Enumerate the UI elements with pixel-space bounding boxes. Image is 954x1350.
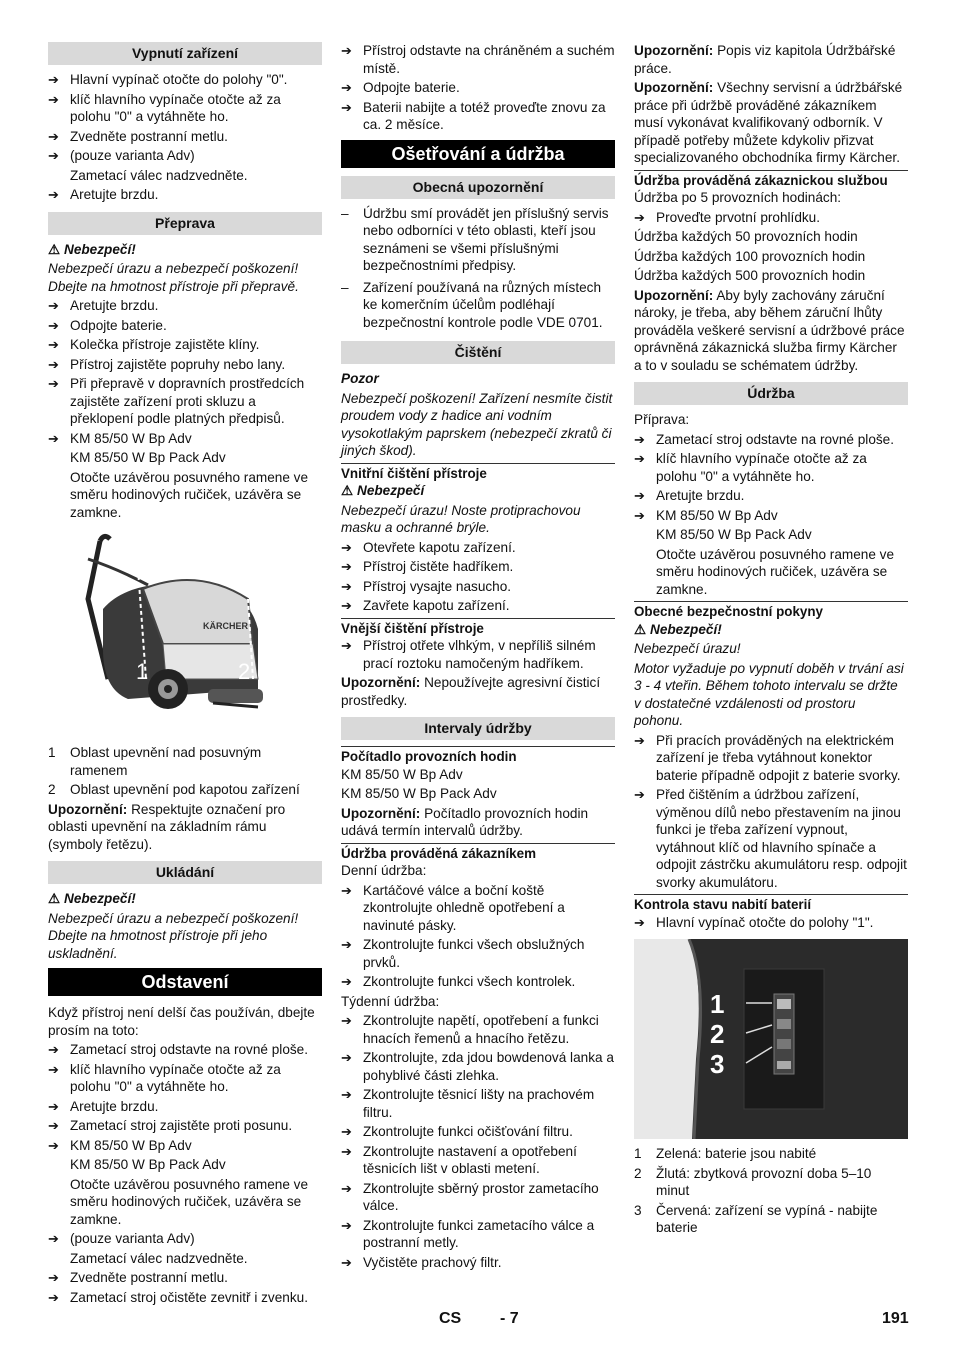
model-line: KM 85/50 W Bp Pack Adv — [341, 786, 497, 801]
arrow-icon: ➔ — [341, 539, 352, 555]
arrow-icon: ➔ — [48, 1289, 59, 1305]
list-item: ➔ Zametací stroj odstavte na rovné ploše. — [48, 1042, 309, 1057]
list-item: ➔ KM 85/50 W Bp Adv — [634, 507, 778, 523]
legend-item: 2 Žlutá: zbytková provozní doba 5–10 minut — [634, 1165, 872, 1198]
list-item: ➔ Zkontrolujte funkci všech obslužných prvků. — [341, 937, 585, 970]
footer-page-small: - 7 — [500, 1310, 519, 1327]
arrow-icon: ➔ — [634, 507, 645, 523]
list-item: ➔ Při přepravě v dopravních prostředcích zajistěte zařízení proti skluzu a překlopení podle platných předpisů. — [48, 376, 305, 426]
model-line: KM 85/50 W Bp Adv — [341, 766, 463, 782]
legend-item: 1 Zelená: baterie jsou nabité — [634, 1146, 817, 1161]
warning-triangle-icon: ⚠ — [48, 891, 61, 906]
list-item: ➔ Zavřete kapotu zařízení. — [341, 598, 510, 613]
list-item: ➔ KM 85/50 W Bp Adv — [48, 1137, 192, 1153]
warning-heading: ⚠ Nebezpečí — [341, 483, 425, 498]
arrow-icon: ➔ — [48, 337, 59, 352]
column-1 — [48, 42, 322, 1308]
note: Upozornění: Aby byly zachovány záruční nároky, je třeba, aby během záruční lhůty prováděla veškeré servisní a údržbové práce oprávněná zákaznická služba firmy Kärcher a to v souladu se schématem údržby. — [634, 287, 905, 373]
subheading-kontrola: Kontrola stavu nabití baterií — [634, 894, 908, 914]
arrow-icon: ➔ — [48, 1098, 59, 1114]
arrow-icon: ➔ — [341, 1180, 352, 1196]
arrow-icon: ➔ — [48, 1118, 59, 1133]
figure-label-2: 2 — [710, 1019, 725, 1049]
text-line: Údržba každých 500 provozních hodin — [634, 268, 866, 283]
arrow-icon: ➔ — [48, 356, 59, 372]
chapter-heading-osetrovani: Ošetřování a údržba — [341, 140, 615, 168]
arrow-icon: ➔ — [48, 1061, 59, 1077]
text-line: Údržba po 5 provozních hodinách: — [634, 190, 842, 205]
section-heading-intervaly: Intervaly údržby — [341, 717, 615, 740]
section-heading-udrzba: Údržba — [634, 382, 908, 405]
list-item: ➔ (pouze varianta Adv) — [48, 1231, 195, 1246]
list-item: ➔ Přístroj čistěte hadříkem. — [341, 559, 514, 574]
arrow-icon: ➔ — [48, 1270, 59, 1285]
list-item: ➔ Zametací stroj zajistěte proti posunu. — [48, 1118, 293, 1133]
arrow-icon: ➔ — [341, 937, 352, 952]
legend-item: 3 Červená: zařízení se vypíná - nabijte baterie — [634, 1202, 878, 1235]
list-item: ➔ Přístroj otřete vlhkým, v nepříliš silném prací roztoku namočeným hadříkem. — [341, 638, 596, 671]
caution-text: Nebezpečí poškození! Zařízení nesmíte čistit proudem vody z hadice ani vodním vysokotlakým paprskem (nebezpečí zkratů či jiných škod). — [341, 390, 613, 458]
list-item: ➔ Zkontrolujte nastavení a opotřebení těsnicích lišt v oblasti metení. — [341, 1143, 577, 1176]
subheading-servis: Údržba prováděná zákaznickou službou — [634, 170, 908, 190]
arrow-icon: ➔ — [634, 732, 645, 748]
battery-indicator-figure — [634, 939, 908, 1139]
arrow-icon: ➔ — [48, 1231, 59, 1246]
warning-text: Motor vyžaduje po vypnutí doběh v trvání asi 3 - 4 vteřin. Během tohoto intervalu se držte v dostatečné vzdálenosti od prostoru pohonu. — [634, 660, 904, 728]
indent-text: KM 85/50 W Bp Pack Adv — [70, 1157, 226, 1172]
arrow-icon: ➔ — [341, 578, 352, 594]
list-item: ➔ Zkontrolujte napětí, opotřebení a funkci hnacích řemenů a hnacího řetězu. — [341, 1013, 599, 1046]
column-3 — [634, 42, 908, 1239]
warning-text: Nebezpečí úrazu! Noste protiprachovou masku a ochranné brýle. — [341, 502, 581, 535]
figure-label-2: 2 — [238, 659, 251, 684]
list-item: ➔ Zkontrolujte funkci zametacího válce a postranní metly. — [341, 1217, 595, 1250]
list-item: ➔ Otevřete kapotu zařízení. — [341, 539, 516, 555]
arrow-icon: ➔ — [341, 559, 352, 574]
arrow-icon: ➔ — [341, 598, 352, 613]
list-item: ➔ Odpojte baterie. — [48, 317, 167, 333]
note: Upozornění: Nepoužívejte agresivní čisticí prostředky. — [341, 675, 601, 708]
list-item: ➔ Při pracích prováděných na elektrickém zařízení je třeba vytáhnout konektor baterie případně odpojit z baterie svorky. — [634, 732, 901, 783]
list-item: ➔ Kolečka přístroje zajistěte klíny. — [48, 337, 260, 352]
list-item: ➔ Zametací stroj očistěte zevnitř i zvenku. — [48, 1289, 308, 1305]
arrow-icon: ➔ — [341, 1050, 352, 1065]
sweeper-figure — [48, 529, 322, 734]
arrow-icon: ➔ — [341, 638, 352, 653]
list-item: ➔ Aretujte brzdu. — [634, 488, 745, 503]
indent-text: Zametací válec nadzvedněte. — [70, 167, 248, 183]
indent-text: KM 85/50 W Bp Pack Adv — [656, 527, 812, 542]
footer-language: CS — [439, 1310, 462, 1327]
note: Upozornění: Popis viz kapitola Údržbářské práce. — [634, 43, 896, 76]
list-item: – Údržbu smí provádět jen příslušný servis nebo odborníci v této oblasti, kteří jsou seznámeni se všemi příslušnými bezpečnostními předpisy. — [341, 205, 609, 273]
note: Upozornění: Všechny servisní a údržbářské práce při údržbě prováděné zákazníkem musí vykonávat kvalifikovaný odborník. V případě potřeby můžete kdykoliv přizvat specializovaného obchodníka firmy Kärcher. — [634, 80, 903, 165]
arrow-icon: ➔ — [48, 187, 59, 202]
list-item: ➔ Zametací stroj odstavte na rovné ploše. — [634, 431, 895, 447]
section-heading-ukladani: Ukládání — [48, 861, 322, 884]
warning-text: Nebezpečí úrazu a nebezpečí poškození! Dbejte na hmotnost přístroje při přepravě. — [48, 261, 299, 294]
list-item: ➔ Baterii nabijte a totéž proveďte znovu za ca. 2 měsíce. — [341, 99, 606, 132]
list-item: ➔ Přístroj odstavte na chráněném a suchém místě. — [341, 43, 615, 76]
arrow-icon: ➔ — [341, 80, 352, 95]
arrow-icon: ➔ — [341, 1124, 352, 1139]
battery-panel-photo — [634, 939, 908, 1139]
arrow-icon: ➔ — [48, 1042, 59, 1057]
list-item: ➔ klíč hlavního vypínače otočte až za polohu "0" a vytáhněte ho. — [48, 1061, 281, 1094]
list-item: ➔ Aretujte brzdu. — [48, 1098, 159, 1114]
subheading-zakaznik: Údržba prováděná zákazníkem — [341, 843, 615, 863]
subheading-bezpecnost: Obecné bezpečnostní pokyny — [634, 601, 908, 621]
arrow-icon: ➔ — [341, 1254, 352, 1270]
column-2 — [341, 42, 615, 1273]
list-item: ➔ Zvedněte postranní metlu. — [48, 1270, 228, 1285]
list-item: ➔ Hlavní vypínač otočte do polohy "1". — [634, 914, 874, 930]
arrow-icon: ➔ — [634, 431, 645, 447]
warning-triangle-icon: ⚠ — [341, 483, 354, 498]
list-item: ➔ Proveďte prvotní prohlídku. — [634, 209, 821, 225]
arrow-icon: ➔ — [48, 91, 59, 107]
section-heading-preprava: Přeprava — [48, 212, 322, 235]
list-item: ➔ Hlavní vypínač otočte do polohy "0". — [48, 72, 288, 87]
legend-item: 2 Oblast upevnění pod kapotou zařízení — [48, 782, 300, 797]
text-line: Příprava: — [634, 412, 690, 427]
arrow-icon: ➔ — [48, 317, 59, 333]
arrow-icon: ➔ — [48, 430, 59, 446]
note: Upozornění: Respektujte označení pro oblasti upevnění na základním rámu (symboly řetězu). — [48, 801, 286, 852]
arrow-icon: ➔ — [341, 974, 352, 989]
list-item: ➔ Zkontrolujte sběrný prostor zametacího válce. — [341, 1180, 599, 1213]
brand-logo: KÄRCHER — [203, 621, 248, 631]
arrow-icon: ➔ — [634, 488, 645, 503]
arrow-icon: ➔ — [341, 99, 352, 115]
list-item: ➔ Před čištěním a údržbou zařízení, výměnou dílů nebo přestavením na jinou funkci je třeba zařízení vypnout, vytáhnout klíč od hlavního spínače a odpojit zástrčku akumulátoru resp. odpojit svorky akumulátoru. — [634, 787, 907, 890]
list-item: ➔ Zkontrolujte funkci všech kontrolek. — [341, 974, 576, 989]
arrow-icon: ➔ — [341, 1087, 352, 1102]
text-line: Údržba každých 100 provozních hodin — [634, 248, 866, 264]
warning-text: Nebezpečí úrazu! — [634, 641, 741, 656]
warning-triangle-icon: ⚠ — [48, 241, 61, 257]
list-item: ➔ Zkontrolujte, zda jdou bowdenová lanka a pohyblivé části zlehka. — [341, 1050, 614, 1083]
arrow-icon: ➔ — [48, 128, 59, 144]
list-item: ➔ Přístroj zajistěte popruhy nebo lany. — [48, 356, 286, 372]
list-item: ➔ Přístroj vysajte nasucho. — [341, 578, 512, 594]
warning-heading: ⚠ Nebezpečí! — [48, 891, 136, 906]
sweeper-illustration — [48, 529, 322, 734]
text-line: Údržba každých 50 provozních hodin — [634, 229, 858, 244]
list-item: ➔ Vyčistěte prachový filtr. — [341, 1254, 502, 1270]
caution-heading: Pozor — [341, 371, 379, 386]
arrow-icon: ➔ — [634, 787, 645, 802]
indent-text: Otočte uzávěrou posuvného ramene ve směru hodinových ručiček, uzávěra se zamkne. — [70, 1176, 309, 1227]
subheading-vnejsi: Vnější čištění přístroje — [341, 618, 615, 638]
list-item: ➔ Kartáčové válce a boční koště zkontrolujte ohledně opotřebení a navinuté pásky. — [341, 882, 565, 933]
list-item: ➔ (pouze varianta Adv) — [48, 148, 195, 163]
section-heading-obecna: Obecná upozornění — [341, 176, 615, 199]
warning-heading: ⚠ Nebezpečí! — [48, 241, 136, 257]
section-heading-cisteni: Čištění — [341, 341, 615, 364]
arrow-icon: ➔ — [634, 451, 645, 466]
list-item: ➔ Zvedněte postranní metlu. — [48, 128, 228, 144]
list-item: ➔ Aretujte brzdu. — [48, 298, 159, 313]
list-item: ➔ KM 85/50 W Bp Adv — [48, 430, 192, 446]
footer-page-number: 191 — [882, 1310, 909, 1327]
list-item: ➔ Aretujte brzdu. — [48, 187, 159, 202]
indent-text: Otočte uzávěrou posuvného ramene ve směru hodinových ručiček, uzávěra se zamkne. — [70, 469, 309, 520]
figure-label-3: 3 — [710, 1049, 725, 1079]
arrow-icon: ➔ — [48, 298, 59, 313]
indent-text: KM 85/50 W Bp Pack Adv — [70, 450, 226, 465]
indent-text: Otočte uzávěrou posuvného ramene ve směru hodinových ručiček, uzávěra se zamkne. — [656, 546, 895, 597]
arrow-icon: ➔ — [48, 1137, 59, 1153]
arrow-icon: ➔ — [48, 72, 59, 87]
list-item: ➔ Zkontrolujte funkci očišťování filtru. — [341, 1124, 573, 1139]
arrow-icon: ➔ — [634, 209, 645, 225]
section-heading-vypnuti: Vypnutí zařízení — [48, 42, 322, 65]
list-item: ➔ klíč hlavního vypínače otočte až za polohu "0" a vytáhněte ho. — [634, 451, 867, 484]
warning-triangle-icon: ⚠ — [634, 621, 647, 637]
arrow-icon: ➔ — [341, 1143, 352, 1159]
figure-label-1: 1 — [136, 659, 149, 684]
legend-item: 1 Oblast upevnění nad posuvným ramenem — [48, 745, 262, 778]
subheading-pocitadlo: Počítadlo provozních hodin — [341, 746, 615, 766]
subheading-vnitrni: Vnitřní čištění přístroje — [341, 463, 615, 483]
list-item: ➔ Odpojte baterie. — [341, 80, 460, 95]
list-item: ➔ Zkontrolujte těsnicí lišty na prachovém filtru. — [341, 1087, 595, 1120]
note: Upozornění: Počítadlo provozních hodin udává termín intervalů údržby. — [341, 805, 589, 838]
arrow-icon: ➔ — [341, 1013, 352, 1028]
arrow-icon: ➔ — [48, 376, 59, 391]
weekly-label: Týdenní údržba: — [341, 993, 440, 1009]
warning-heading: ⚠ Nebezpečí! — [634, 621, 722, 637]
arrow-icon: ➔ — [341, 882, 352, 898]
warning-text: Nebezpečí úrazu a nebezpečí poškození! Dbejte na hmotnost přístroje při jeho uskladnění. — [48, 910, 299, 961]
chapter-heading-odstaveni: Odstavení — [48, 968, 322, 996]
figure-label-1: 1 — [710, 989, 725, 1019]
arrow-icon: ➔ — [341, 1217, 352, 1233]
daily-label: Denní údržba: — [341, 863, 427, 878]
indent-text: Zametací válec nadzvedněte. — [70, 1250, 248, 1266]
list-item: – Zařízení používaná na různých místech ke komerčním účelům podléhají bezpečnostní kontrole podle VDE 0701. — [341, 279, 603, 330]
list-item: ➔ klíč hlavního vypínače otočte až za polohu "0" a vytáhněte ho. — [48, 91, 281, 124]
intro-text: Když přístroj není delší čas používán, dbejte prosím na toto: — [48, 1005, 315, 1038]
arrow-icon: ➔ — [634, 914, 645, 930]
arrow-icon: ➔ — [48, 148, 59, 163]
arrow-icon: ➔ — [341, 43, 352, 58]
